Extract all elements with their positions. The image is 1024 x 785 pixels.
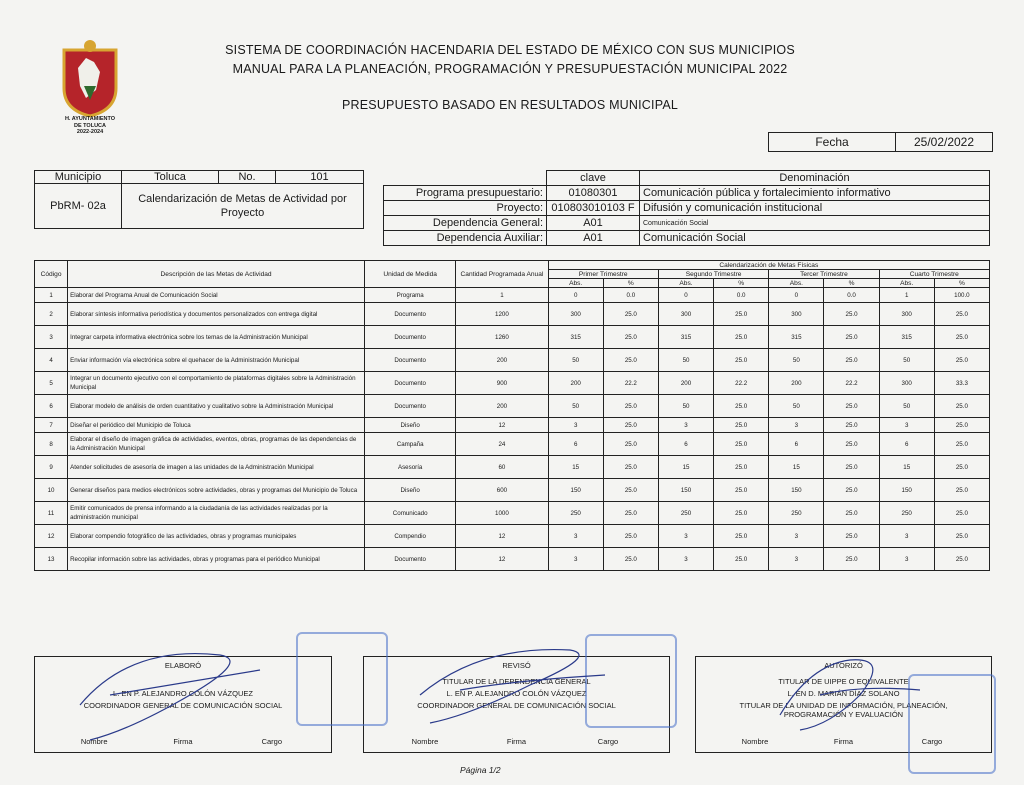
footer-nombre: Nombre: [80, 737, 108, 746]
row-pct: 25.0: [603, 349, 658, 372]
row-abs: 50: [548, 395, 603, 418]
row-pct: 25.0: [603, 418, 658, 433]
row-abs: 315: [548, 326, 603, 349]
row-abs: 300: [769, 303, 824, 326]
row-pct: 25.0: [714, 326, 769, 349]
row-codigo: 13: [35, 548, 68, 571]
row-pct: 25.0: [934, 418, 989, 433]
row-pct: 25.0: [934, 479, 989, 502]
header-title-line1: SISTEMA DE COORDINACIÓN HACENDARIA DEL ESTADO DE MÉXICO CON SUS MUNICIPIOS: [225, 43, 795, 57]
footer-firma: Firma: [506, 737, 527, 746]
fecha-label: Fecha: [769, 133, 896, 152]
row-pct: 25.0: [824, 433, 879, 456]
row-pct: 25.0: [603, 456, 658, 479]
clave-header: clave: [547, 171, 640, 186]
row-pct: 22.2: [824, 372, 879, 395]
official-stamp: [296, 632, 388, 726]
row-descripcion: Emitir comunicados de prensa informando a la ciudadanía de las actividades realizadas por la administración municipal: [68, 502, 365, 525]
row-abs: 50: [769, 395, 824, 418]
signature-name: L. EN P. ALEJANDRO COLÓN VÁZQUEZ: [446, 689, 587, 698]
row-pct: 25.0: [714, 502, 769, 525]
table-row: [35, 456, 990, 479]
row-abs: 50: [658, 349, 713, 372]
signature-cargo: COORDINADOR GENERAL DE COMUNICACIÓN SOCIAL: [417, 701, 616, 710]
table-row: [35, 433, 990, 456]
signature-title: TITULAR DE UIPPE O EQUIVALENTE: [778, 677, 909, 686]
row-codigo: 9: [35, 456, 68, 479]
footer-cargo: Cargo: [261, 737, 282, 746]
col-descripcion: Descripción de las Metas de Actividad: [68, 261, 365, 288]
row-descripcion: Integrar un documento ejecutivo con el comportamiento de plataformas digitales sobre la Administración Municipal: [68, 372, 365, 395]
row-abs: 50: [769, 349, 824, 372]
row-abs: 3: [658, 548, 713, 571]
row-pct: 25.0: [824, 548, 879, 571]
row-pct: 25.0: [714, 548, 769, 571]
row-cantidad: 1260: [456, 326, 548, 349]
signature-cargo: COORDINADOR GENERAL DE COMUNICACIÓN SOCIAL: [83, 701, 283, 710]
row-pct: 25.0: [714, 395, 769, 418]
row-descripcion: Generar diseños para medios electrónicos sobre actividades, obras y programas del Municipio de Toluca: [68, 479, 365, 502]
row-abs: 0: [548, 288, 603, 303]
page-number: Página 1/2: [460, 765, 501, 775]
row-pct: 25.0: [824, 479, 879, 502]
row-unidad: Documento: [365, 372, 456, 395]
programa-label: Programa presupuestario:: [384, 186, 547, 201]
municipio-label: Municipio: [35, 171, 122, 184]
row-pct: 25.0: [824, 525, 879, 548]
col-pct: %: [934, 279, 989, 288]
row-abs: 50: [548, 349, 603, 372]
handwritten-signature: [70, 635, 270, 745]
row-cantidad: 1: [456, 288, 548, 303]
dependencia-auxiliar-label: Dependencia Auxiliar:: [384, 231, 547, 246]
table-row: [35, 502, 990, 525]
row-cantidad: 1000: [456, 502, 548, 525]
row-pct: 25.0: [603, 433, 658, 456]
header-title-line3: PRESUPUESTO BASADO EN RESULTADOS MUNICIPAL: [341, 98, 679, 112]
table-row: [35, 395, 990, 418]
dependencia-auxiliar-clave: A01: [547, 231, 640, 246]
row-cantidad: 60: [456, 456, 548, 479]
row-abs: 15: [879, 456, 934, 479]
row-pct: 25.0: [714, 456, 769, 479]
dependencia-general-clave: A01: [547, 216, 640, 231]
row-pct: 25.0: [934, 433, 989, 456]
row-abs: 300: [658, 303, 713, 326]
row-pct: 100.0: [934, 288, 989, 303]
row-codigo: 12: [35, 525, 68, 548]
col-pct: %: [714, 279, 769, 288]
row-cantidad: 200: [456, 395, 548, 418]
table-row: [35, 479, 990, 502]
row-descripcion: Elaborar modelo de análisis de orden cuantitativo y cualitativo sobre la Administración Municipal: [68, 395, 365, 418]
row-pct: 22.2: [603, 372, 658, 395]
row-abs: 3: [548, 548, 603, 571]
row-pct: 25.0: [603, 326, 658, 349]
row-codigo: 8: [35, 433, 68, 456]
row-codigo: 11: [35, 502, 68, 525]
signature-title: TITULAR DE LA DEPENDENCIA GENERAL: [442, 677, 591, 686]
row-abs: 0: [769, 288, 824, 303]
row-unidad: Documento: [365, 303, 456, 326]
row-abs: 15: [769, 456, 824, 479]
row-codigo: 3: [35, 326, 68, 349]
footer-nombre: Nombre: [411, 737, 439, 746]
logo-caption-line: DE TOLUCA: [74, 122, 106, 129]
row-abs: 15: [548, 456, 603, 479]
row-codigo: 1: [35, 288, 68, 303]
no-value: 101: [276, 171, 364, 184]
row-codigo: 5: [35, 372, 68, 395]
row-pct: 25.0: [603, 303, 658, 326]
row-abs: 3: [548, 418, 603, 433]
row-abs: 300: [879, 372, 934, 395]
signature-name: L. EN P. ALEJANDRO COLÓN VÁZQUEZ: [113, 689, 253, 698]
row-unidad: Campaña: [365, 433, 456, 456]
row-descripcion: Elaborar síntesis informativa periodística y documentos personalizados con entrega digital: [68, 303, 365, 326]
signature-cargo: TITULAR DE LA UNIDAD DE INFORMACIÓN, PLANEACIÓN, PROGRAMACIÓN Y EVALUACIÓN: [739, 701, 948, 719]
col-calendarizacion: Calendarización de Metas Físicas: [548, 261, 989, 270]
row-cantidad: 12: [456, 418, 548, 433]
row-abs: 250: [879, 502, 934, 525]
row-pct: 25.0: [824, 456, 879, 479]
col-abs: Abs.: [658, 279, 713, 288]
row-abs: 150: [658, 479, 713, 502]
programa-table: [383, 170, 990, 246]
row-cantidad: 600: [456, 479, 548, 502]
logo-caption-line: H. AYUNTAMIENTO: [64, 116, 116, 122]
header-title-line2: MANUAL PARA LA PLANEACIÓN, PROGRAMACIÓN Y PRESUPUESTACIÓN MUNICIPAL 2022: [232, 62, 788, 76]
dependencia-auxiliar-denominacion: Comunicación Social: [640, 231, 990, 246]
row-unidad: Diseño: [365, 479, 456, 502]
row-abs: 315: [769, 326, 824, 349]
footer-cargo: Cargo: [597, 737, 619, 746]
blank-cell: [384, 171, 547, 186]
row-abs: 300: [548, 303, 603, 326]
row-abs: 6: [658, 433, 713, 456]
row-pct: 25.0: [603, 548, 658, 571]
row-pct: 25.0: [603, 525, 658, 548]
footer-nombre: Nombre: [741, 737, 769, 746]
row-descripcion: Elaborar compendio fotográfico de las actividades, obras y programas municipales: [68, 525, 365, 548]
row-abs: 3: [769, 548, 824, 571]
row-pct: 25.0: [824, 395, 879, 418]
row-abs: 250: [548, 502, 603, 525]
row-abs: 3: [769, 418, 824, 433]
col-unidad: Unidad de Medida: [365, 261, 456, 288]
row-abs: 6: [769, 433, 824, 456]
row-abs: 50: [658, 395, 713, 418]
row-pct: 25.0: [934, 349, 989, 372]
col-tercer-trimestre: Tercer Trimestre: [769, 270, 879, 279]
row-unidad: Comunicado: [365, 502, 456, 525]
row-abs: 15: [658, 456, 713, 479]
logo-caption: [50, 116, 130, 136]
row-descripcion: Enviar información vía electrónica sobre el quehacer de la Administración Municipal: [68, 349, 365, 372]
row-pct: 25.0: [824, 303, 879, 326]
row-abs: 315: [658, 326, 713, 349]
row-unidad: Programa: [365, 288, 456, 303]
footer-cargo: Cargo: [921, 737, 943, 746]
table-row: [35, 418, 990, 433]
row-descripcion: Recopilar información sobre las actividades, obras y programas para el periódico Municipal: [68, 548, 365, 571]
row-descripcion: Diseñar el periódico del Municipio de Toluca: [68, 418, 365, 433]
row-descripcion: Integrar carpeta informativa electrónica sobre los temas de la Administración Municipal: [68, 326, 365, 349]
row-unidad: Documento: [365, 349, 456, 372]
no-label: No.: [219, 171, 276, 184]
row-unidad: Documento: [365, 326, 456, 349]
toluca-coat-of-arms-logo: [56, 38, 124, 118]
dependencia-general-label: Dependencia General:: [384, 216, 547, 231]
row-pct: 0.0: [603, 288, 658, 303]
row-descripcion: Elaborar el diseño de imagen gráfica de actividades, eventos, obras, programas de las dependencias de la Administración Municipal: [68, 433, 365, 456]
proyecto-clave: 010803010103 F: [547, 201, 640, 216]
row-abs: 50: [879, 349, 934, 372]
col-abs: Abs.: [548, 279, 603, 288]
table-row: [35, 548, 990, 571]
fecha-box: [768, 132, 993, 152]
row-cantidad: 12: [456, 525, 548, 548]
row-abs: 200: [548, 372, 603, 395]
row-pct: 25.0: [824, 418, 879, 433]
row-pct: 25.0: [824, 349, 879, 372]
form-title: Calendarización de Metas de Actividad por Proyecto: [122, 184, 364, 229]
row-pct: 33.3: [934, 372, 989, 395]
handwritten-signature: [410, 635, 610, 725]
row-abs: 3: [769, 525, 824, 548]
row-pct: 25.0: [714, 303, 769, 326]
row-descripcion: Elaborar del Programa Anual de Comunicación Social: [68, 288, 365, 303]
row-abs: 0: [658, 288, 713, 303]
footer-firma: Firma: [833, 737, 854, 746]
table-row: [35, 349, 990, 372]
row-abs: 3: [548, 525, 603, 548]
table-row: [35, 288, 990, 303]
row-pct: 25.0: [934, 548, 989, 571]
row-unidad: Diseño: [365, 418, 456, 433]
col-cuarto-trimestre: Cuarto Trimestre: [879, 270, 989, 279]
row-abs: 3: [658, 418, 713, 433]
row-pct: 0.0: [714, 288, 769, 303]
row-abs: 150: [548, 479, 603, 502]
footer-firma: Firma: [173, 737, 193, 746]
row-cantidad: 24: [456, 433, 548, 456]
signature-label: ELABORÓ: [164, 661, 202, 670]
row-pct: 25.0: [934, 326, 989, 349]
fecha-value: 25/02/2022: [896, 133, 993, 152]
row-unidad: Compendio: [365, 525, 456, 548]
row-cantidad: 200: [456, 349, 548, 372]
row-pct: 25.0: [603, 395, 658, 418]
row-pct: 25.0: [934, 303, 989, 326]
row-pct: 25.0: [824, 502, 879, 525]
proyecto-label: Proyecto:: [384, 201, 547, 216]
row-abs: 3: [879, 418, 934, 433]
denominacion-header: Denominación: [640, 171, 990, 186]
row-unidad: Asesoría: [365, 456, 456, 479]
logo-caption-line: 2022-2024: [76, 129, 104, 135]
dependencia-general-denominacion: Comunicación Social: [640, 216, 990, 231]
row-codigo: 10: [35, 479, 68, 502]
municipio-value: Toluca: [122, 171, 219, 184]
metas-table-body: [35, 288, 990, 571]
row-abs: 200: [658, 372, 713, 395]
col-abs: Abs.: [879, 279, 934, 288]
proyecto-denominacion: Difusión y comunicación institucional: [640, 201, 990, 216]
row-pct: 25.0: [714, 433, 769, 456]
col-cantidad: Cantidad Programada Anual: [456, 261, 548, 288]
row-codigo: 2: [35, 303, 68, 326]
col-abs: Abs.: [769, 279, 824, 288]
table-row: [35, 372, 990, 395]
row-pct: 25.0: [824, 326, 879, 349]
row-pct: 25.0: [934, 395, 989, 418]
row-abs: 6: [548, 433, 603, 456]
table-row: [35, 326, 990, 349]
row-pct: 25.0: [934, 502, 989, 525]
row-abs: 3: [879, 525, 934, 548]
form-code: PbRM- 02a: [35, 184, 122, 229]
col-segundo-trimestre: Segundo Trimestre: [658, 270, 768, 279]
handwritten-signature: [760, 645, 930, 735]
row-pct: 25.0: [603, 502, 658, 525]
row-descripcion: Atender solicitudes de asesoría de imagen a las unidades de la Administración Municipal: [68, 456, 365, 479]
metas-table-header: [35, 261, 990, 288]
row-abs: 6: [879, 433, 934, 456]
table-row: [35, 525, 990, 548]
row-pct: 25.0: [714, 525, 769, 548]
row-pct: 25.0: [714, 479, 769, 502]
row-abs: 250: [658, 502, 713, 525]
row-cantidad: 12: [456, 548, 548, 571]
row-unidad: Documento: [365, 395, 456, 418]
row-abs: 3: [879, 548, 934, 571]
row-cantidad: 1200: [456, 303, 548, 326]
row-pct: 0.0: [824, 288, 879, 303]
row-abs: 3: [658, 525, 713, 548]
signature-label: AUTORIZÓ: [824, 661, 863, 670]
signature-label: REVISÓ: [502, 661, 531, 670]
row-pct: 22.2: [714, 372, 769, 395]
col-pct: %: [603, 279, 658, 288]
row-codigo: 4: [35, 349, 68, 372]
metas-table: [34, 260, 990, 571]
row-abs: 150: [879, 479, 934, 502]
programa-clave: 01080301: [547, 186, 640, 201]
row-abs: 1: [879, 288, 934, 303]
row-codigo: 7: [35, 418, 68, 433]
row-abs: 250: [769, 502, 824, 525]
row-abs: 150: [769, 479, 824, 502]
signature-footer: [364, 737, 669, 746]
row-abs: 50: [879, 395, 934, 418]
programa-denominacion: Comunicación pública y fortalecimiento informativo: [640, 186, 990, 201]
row-codigo: 6: [35, 395, 68, 418]
table-row: [35, 303, 990, 326]
row-pct: 25.0: [603, 479, 658, 502]
row-pct: 25.0: [934, 525, 989, 548]
col-primer-trimestre: Primer Trimestre: [548, 270, 658, 279]
row-cantidad: 900: [456, 372, 548, 395]
row-pct: 25.0: [714, 418, 769, 433]
row-abs: 300: [879, 303, 934, 326]
row-abs: 200: [769, 372, 824, 395]
signature-name: L. EN D. MARIÁN DÍAZ SOLANO: [787, 689, 900, 698]
municipio-table: [34, 170, 364, 229]
col-codigo: Código: [35, 261, 68, 288]
row-pct: 25.0: [934, 456, 989, 479]
row-unidad: Documento: [365, 548, 456, 571]
row-abs: 315: [879, 326, 934, 349]
col-pct: %: [824, 279, 879, 288]
row-pct: 25.0: [714, 349, 769, 372]
